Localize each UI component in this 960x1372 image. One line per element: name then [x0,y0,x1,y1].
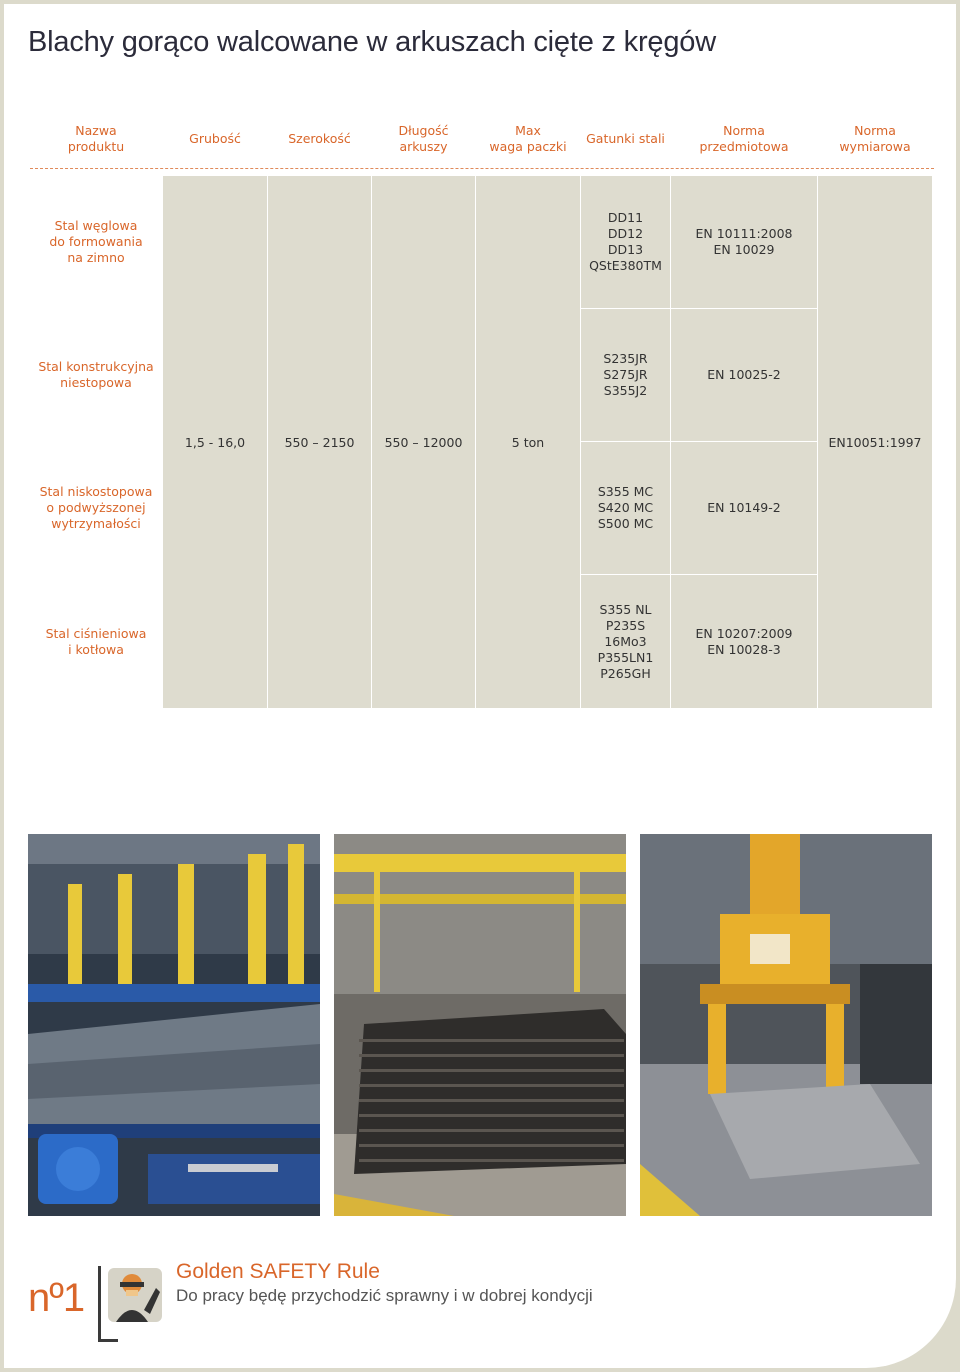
safety-rule-text: Do pracy będę przychodzić sprawny i w dobrej kondycji [176,1286,593,1305]
grades-cell-structural: S235JR S275JR S355J2 [581,309,670,441]
header-divider [30,168,934,169]
standard-cell-low-alloy: EN 10149-2 [671,442,817,574]
standard-cell-structural: EN 10025-2 [671,309,817,441]
standard-cell-pressure: EN 10207:2009 EN 10028-3 [671,575,817,708]
grades-cell-pressure: S355 NL P235S 16Mo3 P355LN1 P265GH [581,575,670,708]
header-thickness: Grubość [189,131,241,146]
value-max-weight: 5 ton [511,434,545,450]
page-sheet [4,4,956,1368]
rule-number: nº1 [28,1276,85,1320]
row-name-low-alloy: Stal niskostopowa o podwyższonej wytrzymałości [39,484,153,531]
grades-cell-low-alloy: S355 MC S420 MC S500 MC [581,442,670,574]
photo-magnetic-crane [640,834,932,1216]
header-width: Szerokość [288,131,351,146]
safety-worker-icon [98,1266,164,1342]
row-name-pressure: Stal ciśnieniowa i kotłowa [45,625,147,657]
photo-plate-stack [334,834,626,1216]
header-length: Długość arkuszy [398,123,449,154]
row-name-structural: Stal konstrukcyjna niestopowa [38,359,154,390]
standard-cell-cold-forming: EN 10111:2008 EN 10029 [671,176,817,308]
row-name-cold-forming: Stal węglowa do formowania na zimno [49,218,143,265]
header-max-weight: Max waga paczki [489,123,567,154]
photo-roller-line [28,834,320,1216]
header-product-name: Nazwa produktu [67,123,125,154]
page-title: Blachy gorąco walcowane w arkuszach cięte z kręgów [28,26,716,58]
header-steel-grades: Gatunki stali [586,131,665,146]
grades-cell-cold-forming: DD11 DD12 DD13 QStE380TM [581,176,670,308]
safety-rule-heading: Golden SAFETY Rule [176,1260,380,1283]
value-length: 550 – 12000 [384,434,463,450]
header-dimension-standard: Norma wymiarowa [839,123,911,154]
header-subject-standard: Norma przedmiotowa [699,123,789,154]
value-dimension-standard: EN10051:1997 [828,434,922,450]
value-thickness: 1,5 - 16,0 [184,434,246,450]
value-width: 550 – 2150 [284,434,355,450]
